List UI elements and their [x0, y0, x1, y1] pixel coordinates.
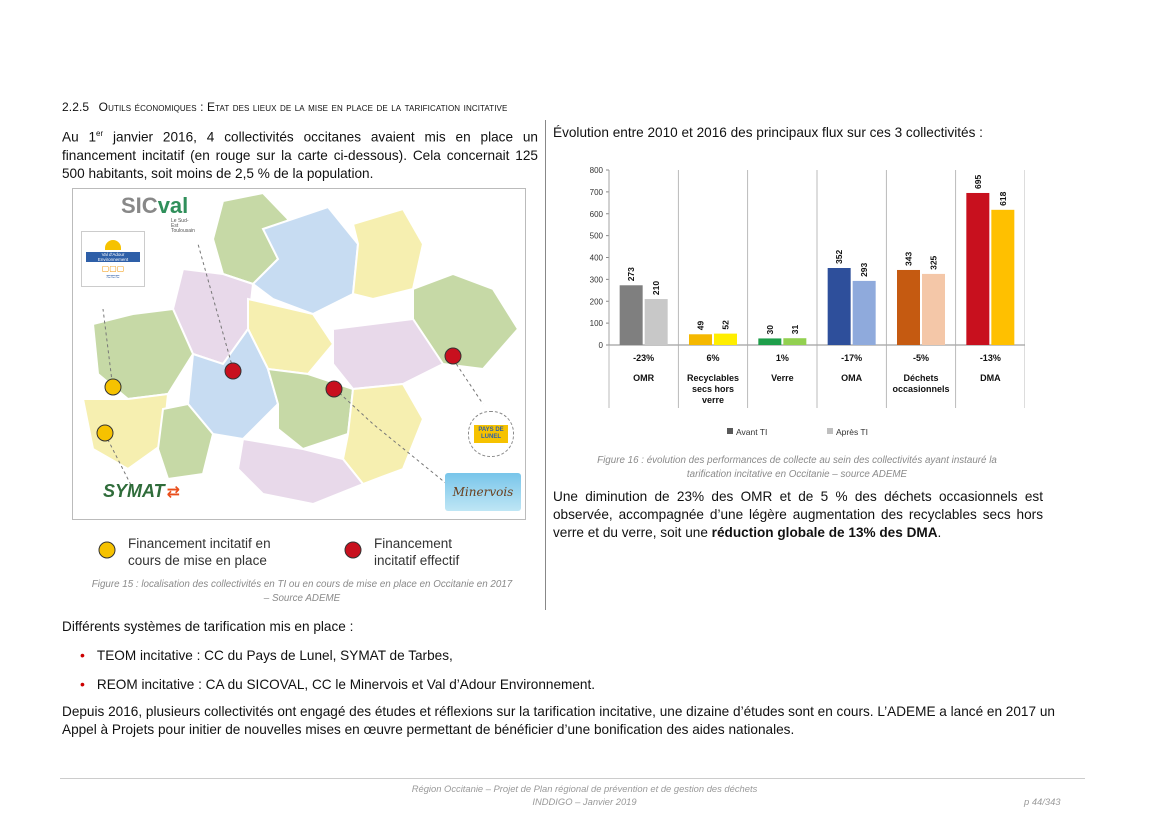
map-point-red — [326, 381, 342, 397]
map-point-yellow — [97, 425, 113, 441]
percent-label: -17% — [841, 353, 863, 363]
map-dept — [83, 394, 168, 469]
systems-intro: Différents systèmes de tarification mis en place : — [62, 619, 354, 634]
pays-de-lunel-logo: PAYS DE LUNEL — [468, 411, 514, 457]
analysis-highlight: réduction globale de 13% des DMA — [711, 525, 938, 540]
y-tick-label: 800 — [589, 166, 603, 175]
legend-label: Avant TI — [736, 427, 768, 437]
category-label: occasionnels — [892, 384, 950, 394]
map-legend — [98, 535, 518, 575]
legend-label: Après TI — [836, 427, 868, 437]
bar-avant — [620, 285, 643, 345]
bullet-item: • REOM incitative : CA du SICOVAL, CC le Minervois et Val d’Adour Environnement. — [80, 676, 596, 692]
legend-red-label: Financement incitatif effectif — [374, 536, 460, 568]
y-tick-label: 700 — [589, 187, 603, 197]
y-tick-label: 0 — [598, 341, 603, 350]
category-label: secs hors — [691, 384, 735, 394]
map-point-red — [445, 348, 461, 364]
data-label: 325 — [928, 255, 939, 270]
y-tick-label: 500 — [589, 231, 603, 241]
figure-15-caption: Figure 15 : localisation des collectivités en TI ou en cours de mise en place en Occitanie en 2017 – Source ADEME — [91, 579, 513, 604]
category-label: verre — [701, 395, 725, 405]
legend-yellow-dot — [98, 541, 116, 559]
category-label: OMA — [841, 373, 863, 383]
data-label: 30 — [764, 324, 775, 335]
chart-svg — [567, 160, 1025, 446]
intro-paragraph — [62, 125, 538, 183]
percent-label: 6% — [706, 353, 720, 363]
percent-label: -23% — [633, 353, 655, 363]
analysis-paragraph: Une diminution de 23% des OMR et de 5 % des déchets occasionnels est observée, accompagnée d’une légère augmentation des recyclables secs hors verre et du verre, soit une réduction globale de 13% des DMA. — [553, 489, 1043, 540]
map-dept — [353, 209, 423, 299]
category-label: Recyclables — [686, 373, 740, 383]
bullet-item: • TEOM incitative : CC du Pays de Lunel, SYMAT de Tarbes, — [80, 647, 453, 663]
data-label: 210 — [651, 280, 662, 296]
map-dept — [268, 369, 353, 449]
y-tick-label: 200 — [589, 297, 603, 307]
symat-logo: SYMAT ⇄ — [103, 481, 181, 501]
section-title: Outils économiques : Etat des lieux de la mise en place de la tarification incitative — [98, 100, 508, 114]
flux-chart — [567, 160, 1025, 446]
minervois-logo: Minervois — [445, 473, 521, 511]
bar-avant — [897, 270, 920, 345]
bar-apres — [783, 338, 806, 345]
y-tick-label: 300 — [589, 275, 603, 285]
percent-label: -5% — [912, 353, 930, 363]
data-label: 273 — [626, 267, 637, 282]
intro-text-start: Au 1 — [62, 129, 97, 145]
data-label: 618 — [997, 191, 1008, 206]
data-label: 343 — [903, 251, 914, 266]
bar-apres — [991, 210, 1014, 345]
section-number: 2.2.5 — [62, 100, 90, 114]
category-label: DMA — [980, 373, 1001, 383]
data-label: 293 — [859, 262, 870, 277]
bar-apres — [853, 281, 876, 345]
legend-swatch — [827, 428, 833, 434]
bar-avant — [828, 268, 851, 345]
data-label: 52 — [720, 320, 731, 330]
bar-apres — [714, 334, 737, 345]
bar-avant — [966, 193, 989, 345]
percent-label: 1% — [775, 353, 789, 363]
category-label: Verre — [771, 373, 794, 383]
percent-label: -13% — [979, 353, 1001, 363]
y-tick-label: 400 — [589, 253, 603, 263]
legend-red-dot — [344, 541, 362, 559]
map-dept — [343, 384, 423, 484]
sicoval-logo: SICval Le Sud-Est Toulousain — [121, 193, 195, 234]
category-label: OMR — [633, 373, 655, 383]
val-dadour-logo: Val d'Adour Environnement ▢▢▢ ≈≈≈ — [81, 231, 145, 287]
data-label: 352 — [834, 249, 845, 264]
page-number: p 44/343 — [1024, 796, 1061, 807]
y-tick-label: 600 — [589, 209, 603, 219]
figure-16-caption: Figure 16 : évolution des performances de collecte au sein des collectivités ayant instauré la tarification incitative en Occitanie – source ADEME — [597, 455, 997, 480]
section-heading — [62, 100, 507, 114]
bar-apres — [922, 274, 945, 345]
data-label: 49 — [695, 320, 706, 331]
y-tick-label: 100 — [589, 319, 603, 329]
data-label: 31 — [789, 324, 800, 335]
column-divider — [545, 120, 546, 610]
closing-paragraph: Depuis 2016, plusieurs collectivités ont engagé des études et réflexions sur la tarification incitative, une dizaine d’études sont en cours. L’ADEME a lancé en 2017 un Appel à Projets pour initier de nouvelles mises en œuvre permettant de bénéficier d’une bonification des aides nationales. — [62, 704, 1055, 737]
bar-apres — [645, 299, 668, 345]
footer-line-2: INDDIGO – Janvier 2019 — [532, 796, 637, 807]
legend-yellow-label: Financement incitatif en cours de mise en place — [128, 536, 271, 568]
footer-line-1: Région Occitanie – Projet de Plan régional de prévention et de gestion des déchets — [411, 783, 758, 794]
occitanie-map — [72, 188, 526, 520]
chart-intro: Évolution entre 2010 et 2016 des principaux flux sur ces 3 collectivités : — [553, 125, 983, 140]
category-label: Déchets — [903, 373, 939, 383]
map-point-red — [225, 363, 241, 379]
intro-text-rest: janvier 2016, 4 collectivités occitanes avaient mis en place un financement incitatif (en rouge sur la carte ci-dessous). Cela concernait 125 500 habitants, soit moins de 2,5 % de la population. — [62, 129, 538, 181]
legend-swatch — [727, 428, 733, 434]
map-point-yellow — [105, 379, 121, 395]
data-label: 695 — [972, 174, 983, 189]
intro-superscript: er — [96, 129, 104, 138]
bar-avant — [689, 334, 712, 345]
bar-avant — [758, 338, 781, 345]
footer-rule — [60, 778, 1085, 779]
